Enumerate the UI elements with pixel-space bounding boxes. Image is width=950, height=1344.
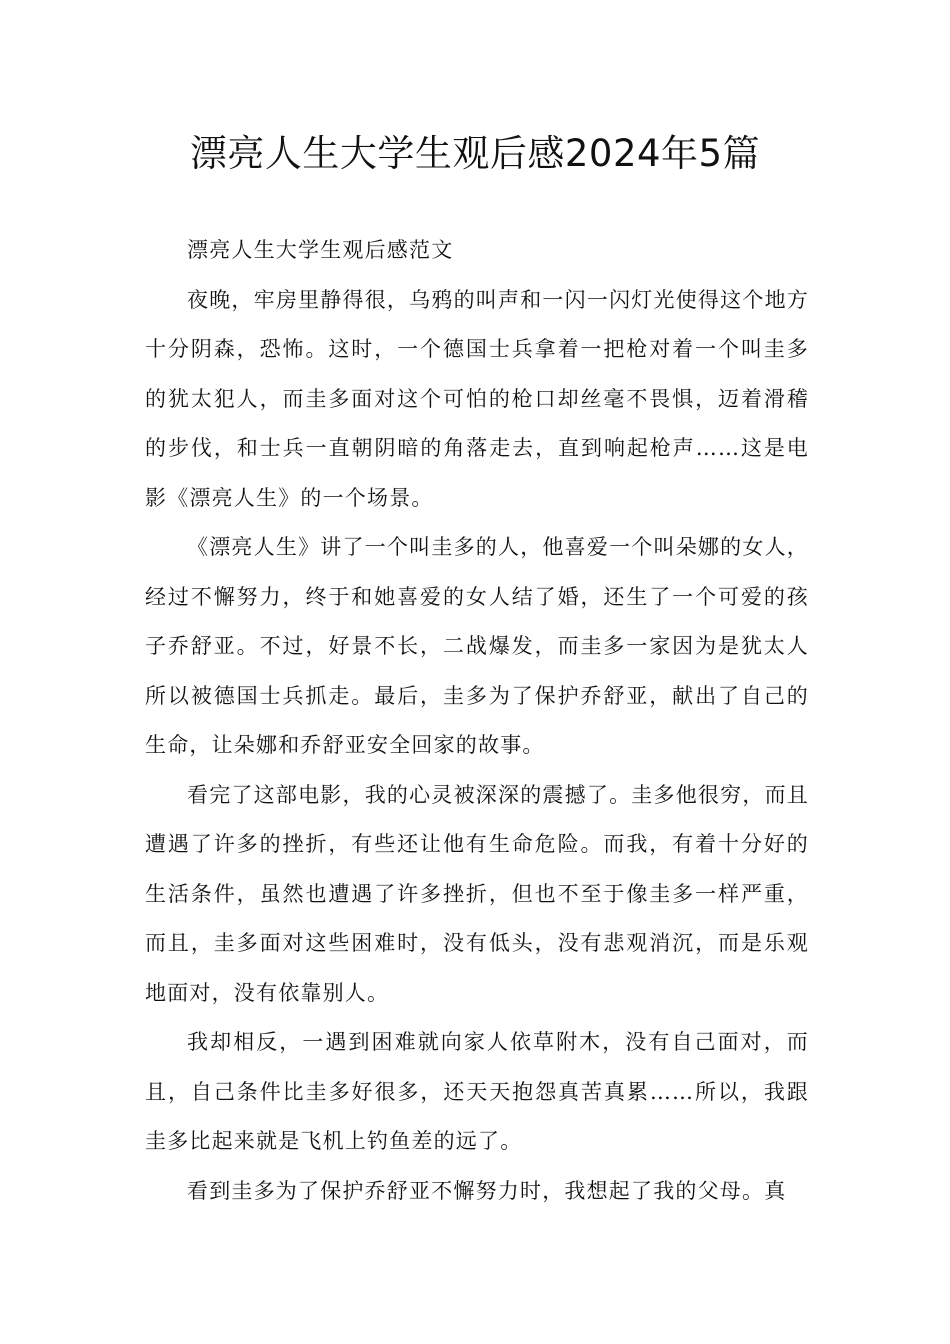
body-paragraph-5: 看到圭多为了保护乔舒亚不懈努力时，我想起了我的父母。真: [187, 1178, 787, 1203]
document-body: [145, 226, 809, 1216]
subtitle-paragraph: 漂亮人生大学生观后感范文: [187, 238, 454, 262]
body-paragraph-4: 我却相反，一遇到困难就向家人依草附木，没有自己面对，而且，自己条件比圭多好很多，还天天抱怨真苦真累……所以，我跟圭多比起来就是飞机上钓鱼差的远了。: [145, 1030, 809, 1153]
body-paragraph-3: 看完了这部电影，我的心灵被深深的震撼了。圭多他很穷，而且遭遇了许多的挫折，有些还让他有生命危险。而我，有着十分好的生活条件，虽然也遭遇了许多挫折，但也不至于像圭多一样严重，而且，圭多面对这些困难时，没有低头，没有悲观消沉，而是乐观地面对，没有依靠别人。: [145, 782, 809, 1005]
body-paragraph-2: 《漂亮人生》讲了一个叫圭多的人，他喜爱一个叫朵娜的女人，经过不懈努力，终于和她喜爱的女人结了婚，还生了一个可爱的孩子乔舒亚。不过，好景不长，二战爆发，而圭多一家因为是犹太人所以被德国士兵抓走。最后，圭多为了保护乔舒亚，献出了自己的生命，让朵娜和乔舒亚安全回家的故事。: [145, 535, 809, 757]
document-title: 漂亮人生大学生观后感2024年5篇: [189, 132, 761, 175]
body-paragraph-1: 夜晚，牢房里静得很，乌鸦的叫声和一闪一闪灯光使得这个地方十分阴森，恐怖。这时，一个德国士兵拿着一把枪对着一个叫圭多的犹太犯人，而圭多面对这个可怕的枪口却丝毫不畏惧，迈着滑稽的步伐，和士兵一直朝阴暗的角落走去，直到响起枪声……这是电影《漂亮人生》的一个场景。: [145, 287, 809, 510]
